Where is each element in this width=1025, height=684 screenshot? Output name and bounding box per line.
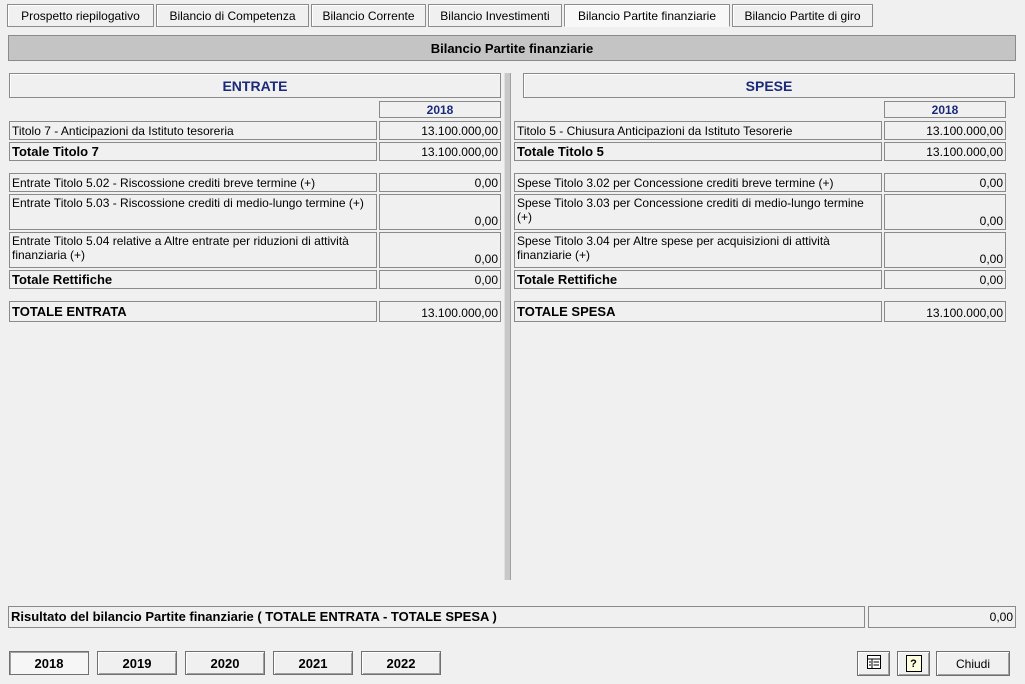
report-icon	[866, 654, 882, 673]
spese-totale-titolo5-value: 13.100.000,00	[884, 142, 1006, 161]
year-button-2022[interactable]: 2022	[361, 651, 441, 675]
entrate-totale-titolo7-label: Totale Titolo 7	[9, 142, 377, 161]
entrate-row-5-04-label: Entrate Titolo 5.04 relative a Altre entrate per riduzioni di attività finanziaria (+)	[9, 232, 377, 268]
entrate-row-5-02-value: 0,00	[379, 173, 501, 192]
report-button[interactable]	[857, 651, 890, 676]
spese-row-3-03-label: Spese Titolo 3.03 per Concessione crediti di medio-lungo termine (+)	[514, 194, 882, 230]
entrate-totale-rettifiche-label: Totale Rettifiche	[9, 270, 377, 289]
entrate-row-5-03-label: Entrate Titolo 5.03 - Riscossione crediti di medio-lungo termine (+)	[9, 194, 377, 230]
entrate-row-titolo7-value: 13.100.000,00	[379, 121, 501, 140]
tab-bilancio-corrente[interactable]: Bilancio Corrente	[311, 4, 426, 27]
tab-bilancio-partite-finanziarie[interactable]: Bilancio Partite finanziarie	[564, 4, 730, 27]
spese-row-3-04-label: Spese Titolo 3.04 per Altre spese per acquisizioni di attività finanziarie (+)	[514, 232, 882, 268]
help-button[interactable]	[897, 651, 930, 676]
year-button-2020[interactable]: 2020	[185, 651, 265, 675]
spese-header: SPESE	[523, 73, 1015, 98]
page-title: Bilancio Partite finanziarie	[8, 35, 1016, 61]
year-button-2019[interactable]: 2019	[97, 651, 177, 675]
spese-totale-rettifiche-value: 0,00	[884, 270, 1006, 289]
risultato-label: Risultato del bilancio Partite finanziarie ( TOTALE ENTRATA - TOTALE SPESA )	[8, 606, 865, 628]
entrate-row-5-02-label: Entrate Titolo 5.02 - Riscossione crediti breve termine (+)	[9, 173, 377, 192]
spese-row-3-03-value: 0,00	[884, 194, 1006, 230]
entrate-header: ENTRATE	[9, 73, 501, 98]
entrate-totale-rettifiche-value: 0,00	[379, 270, 501, 289]
entrate-row-5-04-value: 0,00	[379, 232, 501, 268]
tab-bilancio-competenza[interactable]: Bilancio di Competenza	[156, 4, 309, 27]
tab-bilancio-partite-di-giro[interactable]: Bilancio Partite di giro	[732, 4, 873, 27]
totale-spesa-value: 13.100.000,00	[884, 301, 1006, 322]
year-button-2018[interactable]: 2018	[9, 651, 89, 675]
spese-row-3-02-label: Spese Titolo 3.02 per Concessione crediti breve termine (+)	[514, 173, 882, 192]
totale-entrata-value: 13.100.000,00	[379, 301, 501, 322]
splitter[interactable]	[504, 73, 511, 580]
close-button[interactable]: Chiudi	[936, 651, 1010, 676]
spese-row-titolo5-label: Titolo 5 - Chiusura Anticipazioni da Istituto Tesorerie	[514, 121, 882, 140]
spese-totale-rettifiche-label: Totale Rettifiche	[514, 270, 882, 289]
spese-totale-titolo5-label: Totale Titolo 5	[514, 142, 882, 161]
spese-row-3-04-value: 0,00	[884, 232, 1006, 268]
spese-row-titolo5-value: 13.100.000,00	[884, 121, 1006, 140]
totale-entrata-label: TOTALE ENTRATA	[9, 301, 377, 322]
tab-prospetto-riepilogativo[interactable]: Prospetto riepilogativo	[7, 4, 154, 27]
tab-bilancio-investimenti[interactable]: Bilancio Investimenti	[428, 4, 562, 27]
entrate-totale-titolo7-value: 13.100.000,00	[379, 142, 501, 161]
help-icon: ?	[906, 655, 922, 672]
risultato-value: 0,00	[868, 606, 1016, 628]
entrate-row-5-03-value: 0,00	[379, 194, 501, 230]
year-button-2021[interactable]: 2021	[273, 651, 353, 675]
spese-year-header: 2018	[884, 101, 1006, 118]
entrate-year-header: 2018	[379, 101, 501, 118]
totale-spesa-label: TOTALE SPESA	[514, 301, 882, 322]
spese-row-3-02-value: 0,00	[884, 173, 1006, 192]
entrate-row-titolo7-label: Titolo 7 - Anticipazioni da Istituto tesoreria	[9, 121, 377, 140]
